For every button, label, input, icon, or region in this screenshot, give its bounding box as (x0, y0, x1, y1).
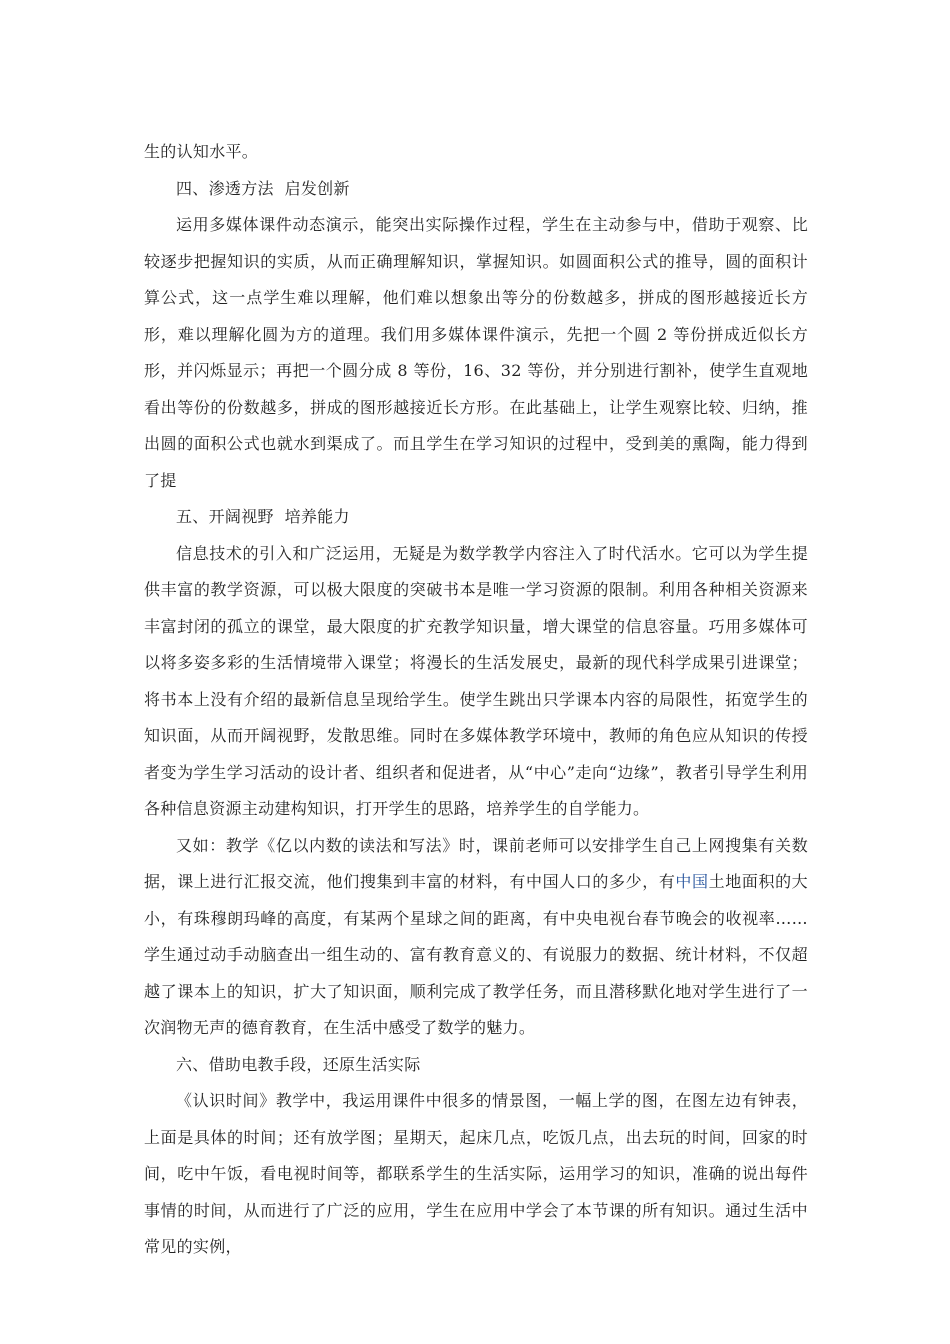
section-5-example-paragraph (144, 828, 808, 1047)
document-page (144, 134, 808, 1266)
section-4-heading: 四、渗透方法 启发创新 (176, 178, 350, 198)
section-6-body: 《认识时间》教学中，我运用课件中很多的情景图，一幅上学的图，在图左边有钟表，上面是具体的时间；还有放学图；星期天，起床几点，吃饭几点，出去玩的时间，回家的时间，吃中午饭，看电视时间等，都联系学生的生活实际，运用学习的知识，准确的说出每件事情的时间，从而进行了广泛的应用，学生在应用中学会了本节课的所有知识。通过生活中常见的实例， (144, 1091, 808, 1256)
section-5-heading: 五、开阔视野 培养能力 (176, 507, 350, 526)
section-6-heading: 六、借助电教手段，还原生活实际 (176, 1054, 421, 1074)
example-text-part-2: 土地面积的大小，有珠穆朗玛峰的高度，有某两个星球之间的距离，有中央电视台春节晚会的收视率…… 学生通过动手动脑查出一组生动的、富有教育意义的、有说服力的数据、统计材料，不仅超越了课本上的知识，扩大了知识面，顺利完成了教学任务，而且潜移默化地对学生进行了一次润物无声的德育教育，在生活中感受了数学的魅力。 (144, 872, 808, 1037)
section-4-body: 运用多媒体课件动态演示，能突出实际操作过程，学生在主动参与中，借助于观察、比较逐步把握知识的实质，从而正确理解知识，掌握知识。如圆面积公式的推导，圆的面积计算公式，这一点学生难以理解，他们难以想象出等分的份数越多，拼成的图形越接近长方形，难以理解化圆为方的道理。我们用多媒体课件演示，先把一个圆 2 等份拼成近似长方形，并闪烁显示；再把一个圆分成 8 等份，16、32 等份，并分别进行割补，使学生直观地看出等份的份数越多，拼成的图形越接近长方形。在此基础上，让学生观察比较、归纳，推出圆的面积公式也就水到渠成了。而且学生在学习知识的过程中，受到美的熏陶，能力得到了提 (144, 215, 808, 490)
china-link[interactable]: 中国 (675, 872, 709, 891)
section-5-body: 信息技术的引入和广泛运用，无疑是为数学教学内容注入了时代活水。它可以为学生提供丰富的教学资源，可以极大限度的突破书本是唯一学习资源的限制。利用各种相关资源来丰富封闭的孤立的课堂，最大限度的扩充教学知识量，增大课堂的信息容量。巧用多媒体可以将多姿多彩的生活情境带入课堂；将漫长的生活发展史，最新的现代科学成果引进课堂；将书本上没有介绍的最新信息呈现给学生。使学生跳出只学课本内容的局限性，拓宽学生的知识面，从而开阔视野，发散思维。同时在多媒体教学环境中，教师的角色应从知识的传授者变为学生学习活动的设计者、组织者和促进者，从“中心”走向“边缘”，教者引导学生利用各种信息资源主动建构知识，打开学生的思路，培养学生的自学能力。 (144, 543, 808, 818)
example-text-part-1: 又如：教学《亿以内数的读法和写法》时，课前老师可以安排学生自己上网搜集有关数据，课上进行汇报交流，他们搜集到丰富的材料，有中国人口的多少，有 (144, 835, 808, 891)
intro-tail-paragraph: 生的认知水平。 (144, 142, 259, 161)
